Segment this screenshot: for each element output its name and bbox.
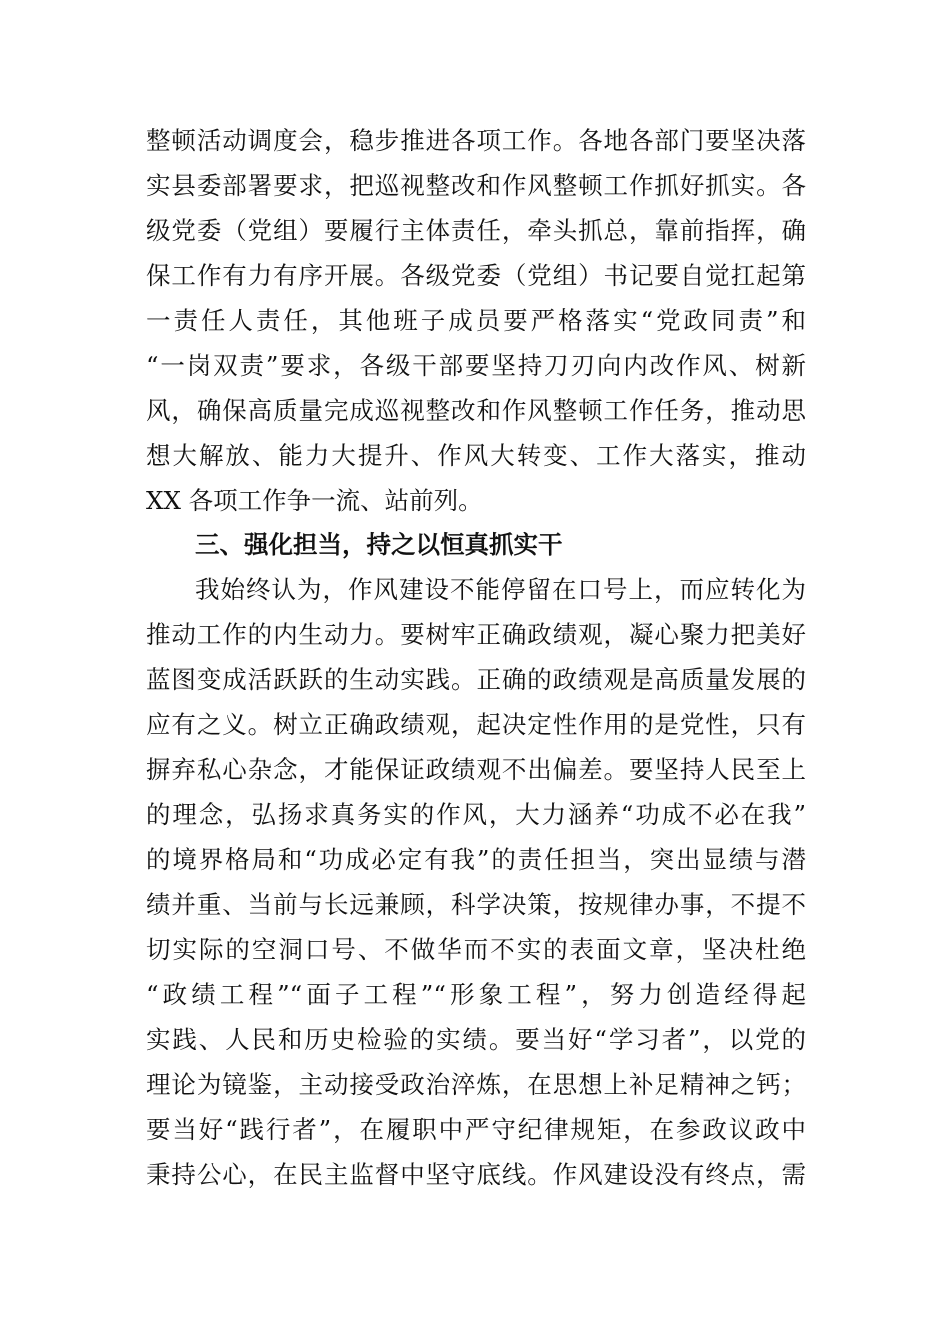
text-line: 一责任人责任，其他班子成员要严格落实“党政同责”和 <box>146 306 806 335</box>
section-heading-text: 三、强化担当，持之以恒真抓实干 <box>195 530 563 559</box>
section-heading-3 <box>146 522 806 567</box>
text-line: 实践、人民和历史检验的实绩。要当好“学习者”，以党的 <box>146 1025 806 1054</box>
text-line: 应有之义。树立正确政绩观，起决定性作用的是党性，只有 <box>146 710 806 739</box>
text-line: 想大解放、能力大提升、作风大转变、工作大落实，推动 <box>146 441 806 470</box>
text-line: 整顿活动调度会，稳步推进各项工作。各地各部门要坚决落 <box>146 126 806 155</box>
body-paragraph-2 <box>146 567 806 1197</box>
text-line: 摒弃私心杂念，才能保证政绩观不出偏差。要坚持人民至上 <box>146 755 806 784</box>
text-line: “一岗双责”要求，各级干部要坚持刀刃向内改作风、树新 <box>146 351 806 380</box>
text-line: XX 各项工作争一流、站前列。 <box>146 486 483 515</box>
body-paragraph-1 <box>146 118 806 523</box>
text-line: 风，确保高质量完成巡视整改和作风整顿工作任务，推动思 <box>146 396 806 425</box>
text-line: 理论为镜鉴，主动接受政治淬炼，在思想上补足精神之钙； <box>146 1070 806 1099</box>
text-line: 要当好“践行者”，在履职中严守纪律规矩，在参政议政中 <box>146 1115 806 1144</box>
text-line: 绩并重、当前与长远兼顾，科学决策，按规律办事，不提不 <box>146 890 806 919</box>
text-line: 我始终认为，作风建设不能停留在口号上，而应转化为 <box>195 575 806 604</box>
text-line: 蓝图变成活跃跃的生动实践。正确的政绩观是高质量发展的 <box>146 665 806 694</box>
text-line: 推动工作的内生动力。要树牢正确政绩观，凝心聚力把美好 <box>146 620 806 649</box>
text-line: 级党委（党组）要履行主体责任，牵头抓总，靠前指挥，确 <box>146 216 806 245</box>
text-line: 切实际的空洞口号、不做华而不实的表面文章，坚决杜绝 <box>146 935 806 964</box>
text-line: 保工作有力有序开展。各级党委（党组）书记要自觉扛起第 <box>146 261 806 290</box>
text-line: 的境界格局和“功成必定有我”的责任担当，突出显绩与潜 <box>146 845 806 874</box>
text-line: “政绩工程”“面子工程”“形象工程”，努力创造经得起 <box>146 980 806 1009</box>
text-line: 实县委部署要求，把巡视整改和作风整顿工作抓好抓实。各 <box>146 171 806 200</box>
text-line: 秉持公心，在民主监督中坚守底线。作风建设没有终点，需 <box>146 1160 806 1189</box>
text-line: 的理念，弘扬求真务实的作风，大力涵养“功成不必在我” <box>146 800 806 829</box>
